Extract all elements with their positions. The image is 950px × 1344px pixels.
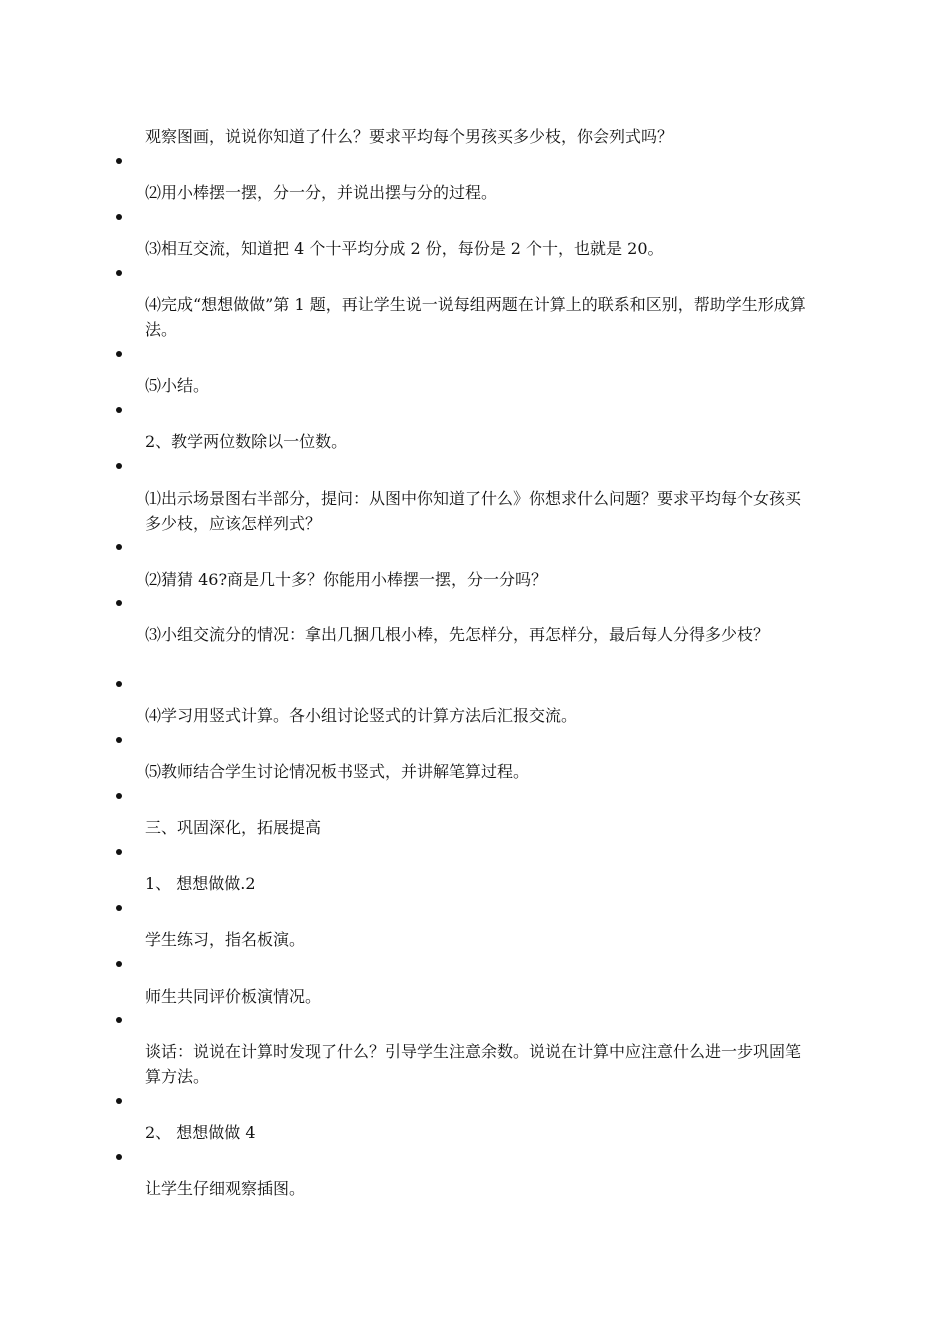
bullet-point: [116, 544, 122, 550]
bullet-point: [116, 849, 122, 855]
bullet-point: [116, 1098, 122, 1104]
paragraph: ⑸教师结合学生讨论情况板书竖式，并讲解笔算过程。: [145, 762, 530, 781]
paragraph: ⑵用小棒摆一摆，分一分，并说出摆与分的过程。: [145, 183, 498, 202]
bullet-point: [116, 158, 122, 164]
bullet-point: [116, 1154, 122, 1160]
paragraph: ⑴出示场景图右半部分，提问：从图中你知道了什么》你想求什么问题？要求平均每个女孩买多少枝，应该怎样列式？: [145, 489, 802, 533]
bullet-point: [116, 793, 122, 799]
paragraph: 学生练习，指名板演。: [145, 930, 306, 949]
bullet-point: [116, 905, 122, 911]
bullet-point: [116, 407, 122, 413]
section-heading: 三、巩固深化，拓展提高: [145, 818, 322, 837]
paragraph: 1、 想想做做.2: [145, 874, 256, 893]
bullet-point: [116, 463, 122, 469]
paragraph: 师生共同评价板演情况。: [145, 987, 322, 1006]
paragraph: 2、教学两位数除以一位数。: [145, 432, 348, 451]
bullet-point: [116, 351, 122, 357]
bullet-point: [116, 681, 122, 687]
paragraph: ⑸小结。: [145, 376, 210, 395]
paragraph: 谈话：说说在计算时发现了什么？引导学生注意余数。说说在计算中应注意什么进一步巩固笔算方法。: [145, 1042, 802, 1086]
paragraph: ⑷完成“想想做做”第 1 题，再让学生说一说每组两题在计算上的联系和区别，帮助学生形成算法。: [145, 295, 806, 339]
paragraph: 观察图画，说说你知道了什么？要求平均每个男孩买多少枝，你会列式吗？: [145, 127, 674, 146]
paragraph: 2、 想想做做 4: [145, 1123, 256, 1142]
bullet-point: [116, 600, 122, 606]
paragraph: ⑶小组交流分的情况：拿出几捆几根小棒，先怎样分，再怎样分，最后每人分得多少枝？: [145, 625, 770, 644]
paragraph: ⑶相互交流，知道把 4 个十平均分成 2 份，每份是 2 个十，也就是 20。: [145, 239, 664, 258]
bullet-point: [116, 737, 122, 743]
paragraph: ⑷学习用竖式计算。各小组讨论竖式的计算方法后汇报交流。: [145, 706, 578, 725]
bullet-point: [116, 1017, 122, 1023]
bullet-point: [116, 270, 122, 276]
bullet-point: [116, 961, 122, 967]
paragraph: 让学生仔细观察插图。: [145, 1179, 306, 1198]
bullet-point: [116, 214, 122, 220]
paragraph: ⑵猜猜 46?商是几十多？你能用小棒摆一摆，分一分吗？: [145, 570, 548, 589]
